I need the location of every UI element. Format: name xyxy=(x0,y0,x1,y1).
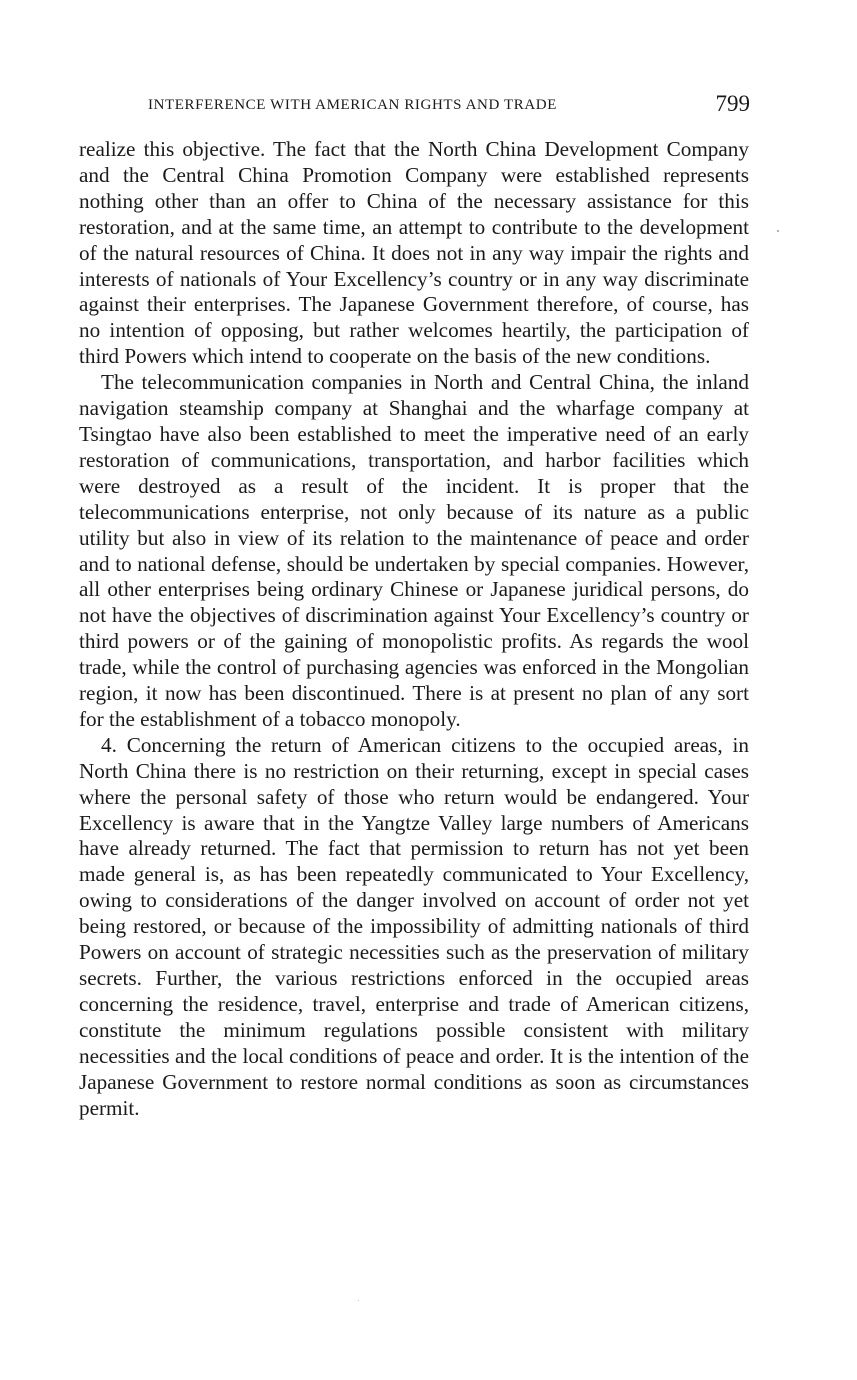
bottom-speck-mark xyxy=(358,1300,359,1301)
page-header xyxy=(148,91,752,123)
paragraph-return-of-citizens: 4. Concerning the return of American citizens to the occupied areas, in North China there is no restriction on their returning, except in special cases where the personal safety of those who return would be endangered. Your Excellency is aware that in the Yangtze Valley large numbers of Americans have already returned. The fact that permission to return has not yet been made general is, as has been repeatedly communicated to Your Excellency, owing to considerations of the danger involved on account of order not yet being restored, or because of the impossibility of admitting nationals of third Powers on account of strategic necessities such as the preservation of military secrets. Further, the various restrictions enforced in the occupied areas concerning the residence, travel, enterprise and trade of American citizens, constitute the minimum regulations possible consistent with military necessities and the local conditions of peace and order. It is the intention of the Japanese Government to restore normal conditions as soon as circumstances permit. xyxy=(79,732,749,1120)
paragraph-telecommunication: The telecommunication companies in North and Central China, the inland navigation steamship company at Shanghai and the wharfage company at Tsingtao have also been established to meet the imperative need of an early restoration of communications, transportation, and harbor facilities which were destroyed as a result of the incident. It is proper that the telecommunications enterprise, not only because of its nature as a public utility but also in view of its relation to the maintenance of peace and order and to national defense, should be undertaken by special companies. However, all other enterprises being ordinary Chinese or Japanese juridical persons, do not have the objectives of discrimination against Your Excellency’s country or third powers or of the gaining of monopolistic profits. As regards the wool trade, while the control of purchasing agencies was enforced in the Mongolian region, it now has been discontinued. There is at present no plan of any sort for the establishment of a tobacco monopoly. xyxy=(79,370,749,731)
page-number: 799 xyxy=(715,91,750,116)
margin-speck-mark xyxy=(777,230,779,232)
running-head: INTERFERENCE WITH AMERICAN RIGHTS AND TRADE xyxy=(148,97,557,113)
paragraph-continuation: realize this objective. The fact that the North China Development Company and the Central China Promotion Company were established represents nothing other than an offer to China of the necessary assistance for this restoration, and at the same time, an attempt to contribute to the development of the natural resources of China. It does not in any way impair the rights and interests of nationals of Your Excellency’s country or in any way discriminate against their enterprises. The Japanese Government therefore, of course, has no intention of opposing, but rather welcomes heartily, the participation of third Powers which intend to cooperate on the basis of the new conditions. xyxy=(79,137,749,369)
body-text xyxy=(79,137,749,1121)
